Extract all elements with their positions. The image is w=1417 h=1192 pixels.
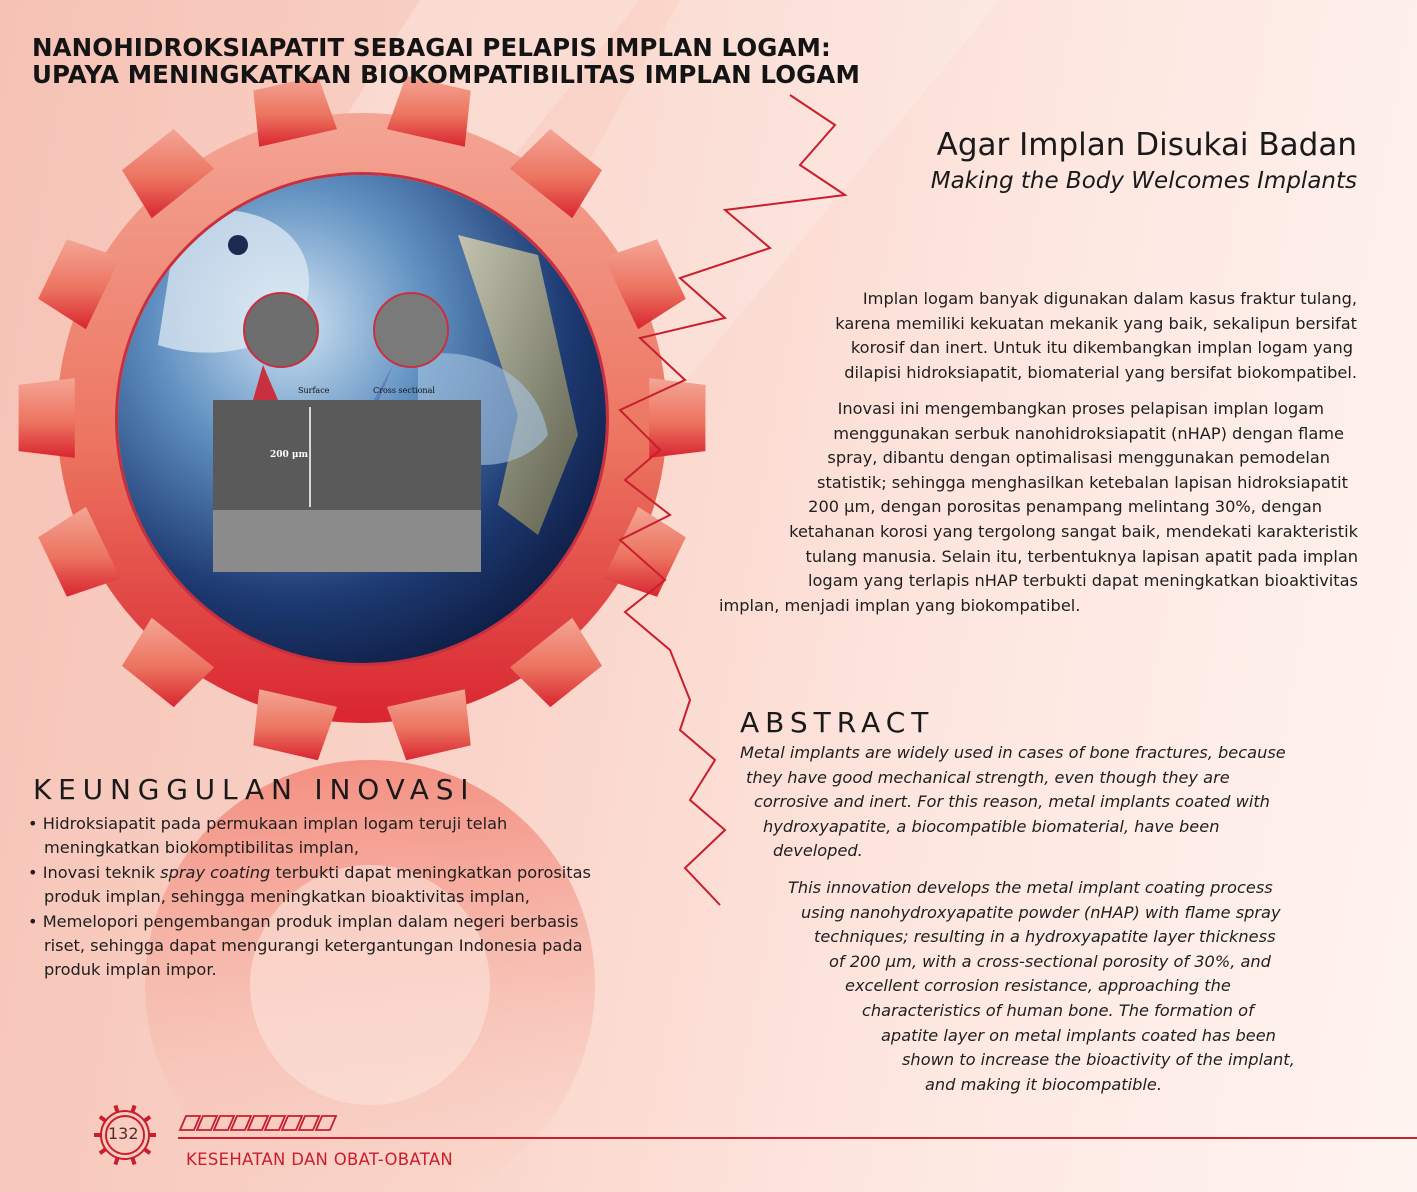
abstract-line: developed. bbox=[773, 841, 863, 861]
intro-line: implan, menjadi implan yang biokompatibel. bbox=[719, 595, 1081, 615]
page-title bbox=[32, 34, 860, 88]
title-line-1: NANOHIDROKSIAPATIT SEBAGAI PELAPIS IMPLAN LOGAM: bbox=[32, 33, 831, 62]
abstract-line: using nanohydroxyapatite powder (nHAP) with flame spray bbox=[801, 902, 1281, 922]
gear-icon-tooth bbox=[144, 1149, 150, 1153]
abstract-line: characteristics of human bone. The formation of bbox=[862, 1000, 1254, 1020]
subtitle-english: Making the Body Welcomes Implants bbox=[930, 168, 1357, 194]
gear-icon-tooth bbox=[100, 1117, 106, 1121]
abstract-line: This innovation develops the metal implant coating process bbox=[788, 878, 1273, 897]
footer-category: KESEHATAN DAN OBAT-OBATAN bbox=[186, 1150, 454, 1169]
gear-icon-tooth bbox=[144, 1117, 150, 1121]
gear-icon-tooth bbox=[115, 1106, 117, 1113]
bullet-item-continuation: produk implan, sehingga meningkatkan bioaktivitas implan, bbox=[44, 887, 530, 907]
bullet-item-continuation: riset, sehingga dapat mengurangi ketergantungan Indonesia pada bbox=[44, 936, 583, 956]
abstract-line: hydroxyapatite, a biocompatible biomaterial, have been bbox=[763, 816, 1220, 836]
intro-paragraph-2 bbox=[0, 397, 1358, 618]
gear-icon-tooth bbox=[132, 1158, 134, 1165]
bullet-item: • Hidroksiapatit pada permukaan implan logam teruji telah bbox=[28, 814, 508, 833]
page-number: 132 bbox=[108, 1124, 139, 1143]
intro-line: Inovasi ini mengembangkan proses pelapisan implan logam bbox=[837, 399, 1324, 418]
intro-line: 200 μm, dengan porositas penampang melintang 30%, dengan bbox=[808, 497, 1322, 517]
abstract-line: corrosive and inert. For this reason, metal implants coated with bbox=[754, 792, 1270, 812]
abstract-line: and making it biocompatible. bbox=[925, 1074, 1162, 1094]
gear-icon-tooth bbox=[100, 1149, 106, 1153]
intro-line: logam yang terlapis nHAP terbukti dapat meningkatkan bioaktivitas bbox=[808, 571, 1358, 591]
bullet-item bbox=[28, 861, 591, 885]
bullet-text: • Inovasi teknik bbox=[28, 862, 161, 882]
intro-line: korosif dan inert. Untuk itu dikembangkan implan logam yang bbox=[850, 338, 1353, 358]
abstract-line: apatite layer on metal implants coated has been bbox=[881, 1025, 1276, 1045]
intro-line: menggunakan serbuk nanohidroksiapatit (nHAP) dengan flame bbox=[833, 423, 1344, 443]
intro-line: tulang manusia. Selain itu, terbentuknya lapisan apatit pada implan bbox=[805, 546, 1358, 566]
bullet-item-continuation: meningkatkan biokomptibilitas implan, bbox=[44, 838, 360, 858]
intro-line: Implan logam banyak digunakan dalam kasus fraktur tulang, bbox=[862, 289, 1357, 308]
surface-label: Surface bbox=[298, 386, 330, 395]
abstract-line: excellent corrosion resistance, approaching the bbox=[845, 976, 1231, 996]
intro-line: karena memiliki kekuatan mekanik yang baik, sekalipun bersifat bbox=[835, 313, 1357, 333]
bullet-item-continuation: produk implan impor. bbox=[44, 960, 217, 980]
intro-line: dilapisi hidroksiapatit, biomaterial yang bersifat biokompatibel. bbox=[844, 362, 1357, 382]
gear-icon-tooth bbox=[115, 1158, 117, 1165]
abstract-line: shown to increase the bioactivity of the implant, bbox=[902, 1050, 1295, 1070]
intro-paragraph-1 bbox=[0, 287, 1357, 385]
title-line-2: UPAYA MENINGKATKAN BIOKOMPATIBILITAS IMPLAN LOGAM bbox=[32, 60, 860, 89]
bullet-emphasis: spray coating bbox=[160, 862, 271, 882]
bullet-item: • Memelopori pengembangan produk implan dalam negeri berbasis bbox=[28, 911, 579, 931]
cross-section-label: Cross sectional bbox=[373, 386, 435, 395]
abstract-heading: ABSTRACT bbox=[740, 706, 935, 739]
gear-icon-tooth bbox=[132, 1106, 134, 1113]
abstract-line: Metal implants are widely used in cases of bone fractures, because bbox=[740, 743, 1286, 762]
bullet-text: terbukti dapat meningkatkan porositas bbox=[270, 862, 591, 882]
abstract-line: techniques; resulting in a hydroxyapatite layer thickness bbox=[814, 927, 1276, 947]
abstract-line: they have good mechanical strength, even though they are bbox=[746, 767, 1230, 787]
abstract-paragraph-2 bbox=[788, 876, 1295, 1097]
subtitle-indonesian: Agar Implan Disukai Badan bbox=[936, 127, 1357, 163]
footer-divider bbox=[178, 1137, 1417, 1139]
keunggulan-list bbox=[28, 812, 591, 983]
intro-line: spray, dibantu dengan optimalisasi menggunakan pemodelan bbox=[827, 448, 1330, 468]
abstract-line: of 200 μm, with a cross-sectional porosity of 30%, and bbox=[829, 951, 1271, 971]
keunggulan-heading: KEUNGGULAN INOVASI bbox=[33, 773, 476, 806]
subtitle-block bbox=[931, 124, 1357, 196]
abstract-paragraph-1 bbox=[740, 741, 1286, 864]
intro-line: statistik; sehingga menghasilkan ketebalan lapisan hidroksiapatit bbox=[817, 472, 1348, 492]
intro-line: ketahanan korosi yang tergolong sangat baik, mendekati karakteristik bbox=[789, 521, 1358, 541]
scale-label: 200 μm bbox=[270, 450, 309, 460]
